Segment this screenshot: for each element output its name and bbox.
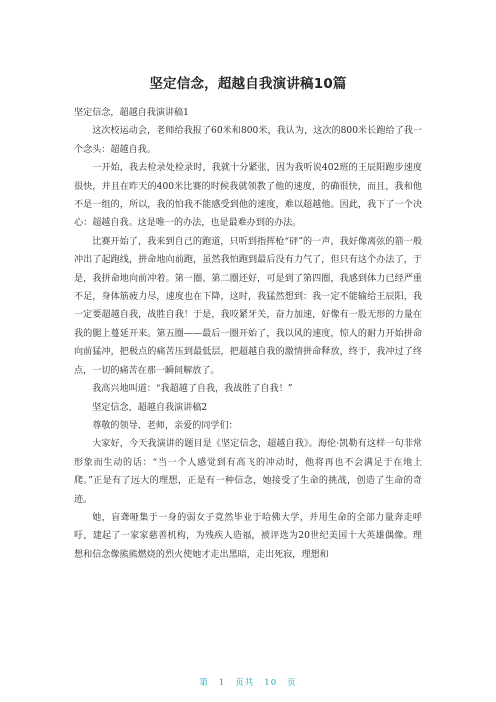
paragraph: 这次校运动会，老师给我报了60米和800米，我认为，这次的800米长跑给了我一个念头：超越自我。 xyxy=(74,126,422,155)
paragraph: 一开始，我去检录处检录时，我就十分紧张，因为我听说402班的王辰阳跑步速度很快，并且在昨天的400米比赛的时候我就领教了他的速度，的确很快，而且，我和他不是一组的，所以，我的怕我不能感受到他的速度，难以超越他。因此，我下了一个决心：超越自我。这是唯一的办法，也是最难办到的办法。 xyxy=(74,163,422,229)
paragraph: 她，盲聋哑集于一身的弱女子竟然毕业于哈佛大学，并用生命的全部力量奔走呼吁，建起了一家家慈善机构，为残疾人造福，被评选为20世纪美国十大英雄偶像。理想和信念像熊熊燃烧的烈火使她才走出黑暗，走出死寂，理想和 xyxy=(74,512,422,560)
paragraph: 我高兴地叫道：“我超越了自我，我战胜了自我！” xyxy=(92,384,293,395)
paragraph: 坚定信念，超越自我演讲稿2 xyxy=(92,402,208,413)
page-prefix: 第 xyxy=(199,678,209,688)
document-body xyxy=(74,104,422,564)
document-title: 坚定信念，超越自我演讲稿10篇 xyxy=(149,76,347,92)
page-total: 10 xyxy=(264,678,278,688)
paragraph: 大家好，今天我演讲的题目是《坚定信念，超越自我》。海伦·凯勒有这样一句非常形象而生动的话：“当一个人感觉到有高飞的冲动时，他将再也不会满足于在地上爬。”正是有了远大的理想，正是有一种信念，她接受了生命的挑战，创造了生命的奇迹。 xyxy=(74,439,422,505)
page-middle: 页共 xyxy=(235,678,255,688)
paragraph: 尊敬的领导、老师，亲爱的同学们： xyxy=(92,420,238,431)
page-suffix: 页 xyxy=(287,678,297,688)
page-current: 1 xyxy=(218,678,226,688)
paragraph: 比赛开始了，我来到自己的跑道，只听到指挥枪“砰”的一声，我好像离弦的箭一般冲出了起跑线，拼命地向前跑，虽然我怕跑到最后没有力气了，但只有这个办法了，于是，我拼命地向前冲着。第一圈、第二圈还好，可是到了第四圈，我感到体力已经严重不足，身体筋疲力尽，速度也在下降，这时，我猛然想到：我一定不能输给王辰阳，我一定要超越自我，战胜自我！于是，我咬紧牙关，奋力加速，好像有一股无形的力量在我的腿上蔓延开来。第五圈——最后一圈开始了，我以风的速度，惊人的耐力开始拼命向前猛冲，把极点的痛苦压到最低层，把超越自我的激情拼命释放，终于，我冲过了终点，一切的痛苦在那一瞬间解放了。 xyxy=(74,236,422,376)
paragraph: 坚定信念，超越自我演讲稿1 xyxy=(74,108,189,118)
page-footer xyxy=(0,676,496,688)
